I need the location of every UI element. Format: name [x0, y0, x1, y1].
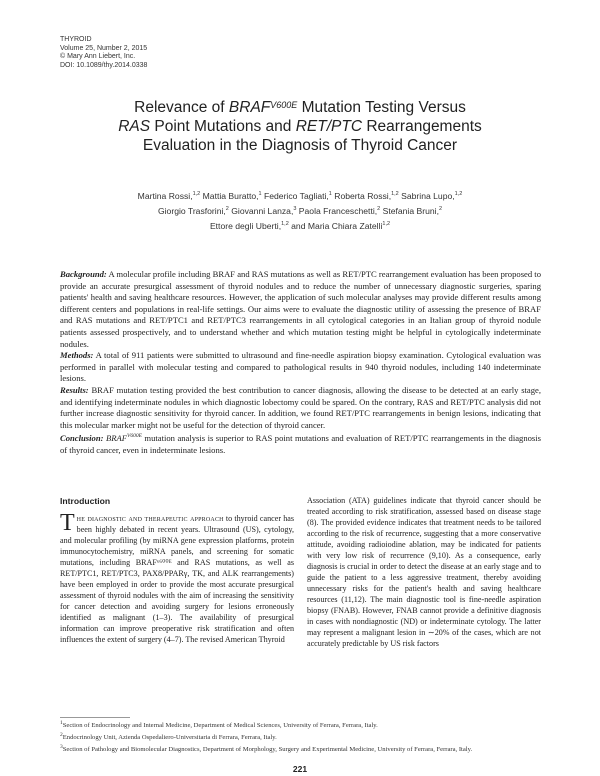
- author-name: Giorgio Trasforini,: [157, 205, 226, 216]
- author-affiliation-mark: 2: [225, 205, 229, 212]
- author-affiliation-mark: 1,2: [192, 191, 201, 197]
- author-affiliation-mark: 2: [377, 205, 381, 212]
- footnote-divider: [60, 717, 130, 718]
- footnote-1: $^1$Section of Endocrinology and Internal Medicine, Department of Medical Sciences, University of Ferrara, Ferrara, Italy.: [60, 720, 378, 730]
- footnote-3: $^3$Section of Pathology and Biomolecular Diagnostics, Department of Morphology, Surgery and Experimental Medicine, University of Ferrara, Ferrara, Italy.: [60, 743, 473, 753]
- abstract-results: Results: BRAF mutation testing provided the best contribution to cancer diagnosis, allowing the disease to be detected at an early stage, and identifying indeterminate nodules in which diagnostic lobectomy could be spared. On the contrary, RAS and RET/PTC analysis did not further increase diagnostic sensitivity for thyroid cancer. In addition, we found RET/PTC rearrangements in benign lesions, indicating that this molecular marker might not be useful for the detection of thyroid cancer.: [60, 384, 541, 430]
- author-affiliation-mark: 1,2: [382, 220, 391, 227]
- author-name: Ettore degli Uberti,: [209, 220, 282, 231]
- title-line-1: Relevance of $BRAF^{V600E}$ Mutation Testing Versus: [134, 99, 466, 116]
- author-affiliation-mark: 3: [293, 205, 297, 212]
- drop-cap: T: [60, 510, 75, 536]
- author-affiliation-mark: 1: [328, 191, 332, 197]
- body-column-right: [307, 495, 541, 649]
- journal-header: [60, 36, 147, 70]
- abstract-conclusion: Conclusion: $BRAF^{V600E}$ mutation analysis is superior to RAS point mutations and evaluation of RET/PTC rearrangements in the diagnosis of thyroid cancer, even in indeterminate lesions.: [60, 433, 541, 455]
- journal-doi[interactable]: DOI: 10.1089/thy.2014.0338: [60, 61, 148, 69]
- author-affiliation-mark: 1,2: [391, 191, 399, 197]
- page-number: 221: [292, 764, 308, 774]
- author-affiliation-mark: 1: [258, 191, 262, 197]
- title-line-2: RAS Point Mutations and RET/PTC Rearrangements: [118, 118, 482, 135]
- author-affiliation-mark: 2: [438, 205, 443, 212]
- author-name: Roberta Rossi,: [331, 190, 392, 201]
- authors-line-1: [70, 188, 530, 203]
- abstract-methods: Methods: A total of 911 patients were submitted to ultrasound and fine-needle aspiration biopsy examination. Cytological evaluation was performed in parallel with molecular testing and compared to pathological results in 940 thyroid nodules, including 140 indeterminate lesions.: [60, 350, 541, 384]
- author-name: and Maria Chiara Zatelli: [288, 220, 383, 231]
- author-list: [70, 188, 530, 233]
- abstract: [60, 269, 541, 456]
- authors-line-3: [70, 218, 530, 233]
- author-affiliation-mark: 1,2: [454, 191, 463, 197]
- journal-name: THYROID: [60, 36, 92, 43]
- author-name: Giovanni Lanza,: [228, 205, 294, 216]
- author-affiliation-mark: 1,2: [281, 220, 289, 227]
- footnote-2: $^2$Endocrinology Unit, Azienda Ospedaliero-Universitaria di Ferrara, Ferrara, Italy.: [60, 731, 277, 741]
- author-name: Sabrina Lupo,: [398, 190, 455, 201]
- section-heading-introduction: Introduction: [60, 496, 111, 506]
- author-name: Federico Tagliati,: [261, 190, 329, 201]
- intro-paragraph-continued: Association (ATA) guidelines indicate that thyroid cancer should be treated according to risk stratification, assessed based on disease stage (8). The provided evidence indicates that treatment needs to be tailored according to the risk of recurrence, suggesting that a more conservative attitude, avoiding radioiodine ablation, may be indicated for patients with very low risk of recurrence (9,10). As a consequence, early diagnosis is crucial in order to detect the disease at an early stage and to guide the patient to a less aggressive treatment, thereby avoiding unnecessary risks for the patient's health and saving healthcare resources (11,12). The main diagnostic tool is fine-needle aspiration biopsy (FNAB). However, FNAB cannot provide a definitive diagnosis in cases with nondiagnostic (ND) or indeterminate cytology. The latter may represent a malignant lesion in ∼20% of the cases, which are not accurately predictable by US risk factors: [307, 496, 541, 648]
- author-name: Stefania Bruni,: [380, 205, 439, 216]
- authors-line-2: [70, 203, 530, 218]
- journal-copyright: © Mary Ann Liebert, Inc.: [60, 53, 136, 60]
- author-name: Martina Rossi,: [137, 190, 193, 201]
- paper-title: [30, 98, 570, 155]
- author-name: Paola Franceschetti,: [296, 205, 378, 216]
- author-name: Mattia Buratto,: [200, 190, 259, 201]
- abstract-background: Background: A molecular profile including BRAF and RAS mutations as well as RET/PTC rearrangement evaluation has been proposed to provide an accurate presurgical assessment of thyroid nodules and to reduce the number of unnecessary diagnostic surgeries, sparing patients' health and saving healthcare resources. However, the application of such molecular analyses may provide different results among different centers and populations in real-life settings. Our aims were to evaluate the diagnostic utility of assessing the presence of BRAF and RAS mutations and RET/PTC1 and RET/PTC3 rearrangements in all cytological categories in an Italian group of thyroid nodule patients assessed prospectively, and to understand whether and which mutation testing might be helpful in cytologically indeterminate nodules.: [60, 269, 541, 349]
- affiliation-footnotes: [60, 719, 541, 754]
- journal-volume: Volume 25, Number 2, 2015: [60, 44, 148, 52]
- intro-paragraph: The diagnostic and therapeutic approach to thyroid cancer has been highly debated in recent years. Ultrasound (US), cytology, and molecular profiling (by miRNA gene expression platforms, protein immunocytochemistry, miRNA panels, and screening for somatic mutations, including BRAFᵛ⁶⁰⁰ᴱ and RAS mutations, as well as RET/PTC1, RET/PTC3, PAX8/PPARγ, TK, and ALK rearrangements) have been employed in order to provide the most accurate presurgical assessment of thyroid nodules with the aim of increasing the sensitivity for cancer detection and avoiding surgery for lesions erroneously identified as malignant (1–3). The availability of presurgical information can improve preoperative risk stratification and often influences the extent of surgery (4–7). The revised American Thyroid: [60, 510, 294, 644]
- body-column-left: [60, 510, 294, 645]
- title-line-3: Evaluation in the Diagnosis of Thyroid Cancer: [142, 137, 458, 154]
